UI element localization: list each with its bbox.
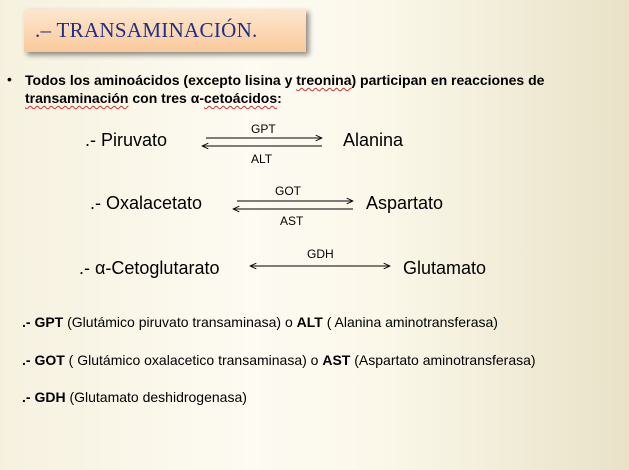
legend-text: ( Alanina aminotransferasa) (322, 314, 498, 330)
legend-prefix: .- (22, 314, 35, 330)
legend-text: (Glutámico piruvato transaminasa) o (63, 314, 297, 330)
legend-abbr: GOT (34, 352, 65, 368)
legend-text: (Glutamato deshidrogenasa) (65, 389, 247, 405)
legend-text: ( Glutámico oxalacetico transaminasa) o (64, 352, 323, 368)
legend-abbr: ALT (296, 314, 323, 330)
intro-text: transaminación (25, 90, 129, 106)
slide-title: .– TRANSAMINACIÓN. (35, 18, 258, 42)
legend-prefix: .- (22, 352, 35, 368)
intro-text: Todos los aminoácidos (excepto lisina y (25, 72, 297, 88)
reaction-2-enzyme-forward: GOT (275, 184, 301, 198)
reaction-1-substrate: .- Piruvato (85, 130, 168, 150)
reaction-2-product: Aspartato (366, 193, 444, 213)
intro-text: con tres α- (128, 90, 204, 106)
reaction-2-enzyme-reverse: AST (280, 214, 304, 228)
intro-text: : (277, 90, 282, 106)
reaction-1-enzyme-forward: GPT (251, 122, 276, 136)
reaction-3-substrate: .- α-Cetoglutarato (79, 258, 220, 278)
intro-text: treonina (296, 72, 352, 88)
legend-line-got (22, 352, 536, 368)
legend-prefix: .- (22, 389, 35, 405)
reaction-1-product: Alanina (343, 130, 404, 150)
legend-line-gdh (22, 389, 247, 405)
legend-line-gpt (22, 314, 498, 330)
reaction-3-product: Glutamato (403, 258, 487, 278)
legend-abbr: GPT (34, 314, 64, 330)
intro-text: ) participan en reacciones de (351, 72, 545, 88)
legend-text: (Aspartato aminotransferasa) (350, 352, 536, 368)
reaction-1-enzyme-reverse: ALT (251, 152, 273, 166)
bullet-marker: • (7, 71, 12, 87)
legend-abbr: GDH (34, 389, 66, 405)
legend-abbr: AST (322, 352, 351, 368)
reaction-3-enzyme-forward: GDH (307, 247, 334, 261)
reaction-2-substrate: .- Oxalacetato (90, 193, 203, 213)
intro-text: cetoácidos (204, 90, 278, 106)
